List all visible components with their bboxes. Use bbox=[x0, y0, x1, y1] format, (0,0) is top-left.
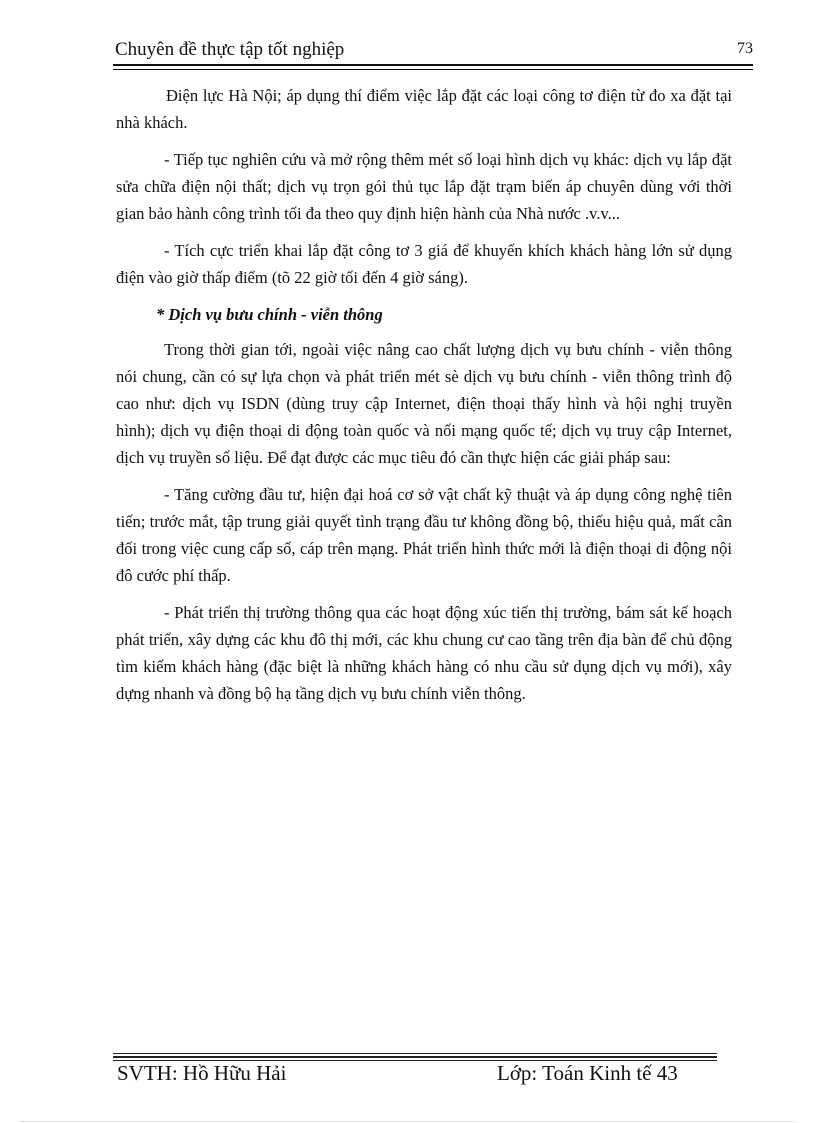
paragraph: - Tăng cường đầu tư, hiện đại hoá cơ sở vật chất kỹ thuật và áp dụng công nghệ tiên tiến; trước mắt, tập trung giải quyết tình trạng đầu tư không đồng bộ, thiếu hiệu quả, mất cân đối trong việc cung cấp số, cáp trên mạng. Phát triển hình thức mới là điện thoại di động nội đô cước phí thấp. bbox=[116, 485, 732, 585]
footer-rule bbox=[113, 1056, 717, 1058]
paragraph: Điện lực Hà Nội; áp dụng thí điểm việc lắp đặt các loại công tơ điện từ đo xa đặt tại nhà khách. bbox=[116, 86, 732, 132]
paragraph: - Phát triển thị trường thông qua các hoạt động xúc tiến thị trường, bám sát kế hoạch phát triển, xây dựng các khu đô thị mới, các khu chung cư cao tầng trên địa bàn để chủ động tìm kiếm khách hàng (đặc biệt là những khách hàng có nhu cầu sử dụng dịch vụ mới), xây dựng nhanh và đồng bộ hạ tầng dịch vụ bưu chính viễn thông. bbox=[116, 603, 732, 703]
header-rule-thin bbox=[113, 69, 753, 70]
footer-rule bbox=[113, 1053, 717, 1054]
page-edge bbox=[20, 1121, 796, 1122]
header-rule-thick bbox=[113, 64, 753, 66]
page-header bbox=[113, 37, 753, 67]
page-number: 73 bbox=[737, 40, 753, 57]
header-title: Chuyên đề thực tập tốt nghiệp bbox=[115, 39, 345, 60]
paragraph: Trong thời gian tới, ngoài việc nâng cao chất lượng dịch vụ bưu chính - viễn thông nói chung, cần có sự lựa chọn và phát triển mét sè dịch vụ bưu chính - viễn thông trình độ cao như: dịch vụ ISDN (dùng truy cập Internet, điện thoại thấy hình và hội nghị truyền hình); dịch vụ điện thoại di động toàn quốc và nối mạng quốc tế; dịch vụ truy cập Internet, dịch vụ truyền số liệu. Để đạt được các mục tiêu đó cần thực hiện các giải pháp sau: bbox=[116, 340, 732, 467]
section-heading: * Dịch vụ bưu chính - viễn thông bbox=[156, 305, 383, 324]
document-body bbox=[116, 82, 732, 717]
paragraph: - Tiếp tục nghiên cứu và mở rộng thêm mét số loại hình dịch vụ khác: dịch vụ lắp đặt sửa chữa điện nội thất; dịch vụ trọn gói thủ tục lắp đặt trạm biến áp chuyên dùng với thời gian bảo hành công trình tối đa theo quy định hiện hành của Nhà nước .v.v... bbox=[116, 150, 732, 223]
footer-student-name: SVTH: Hồ Hữu Hải bbox=[117, 1061, 287, 1085]
footer-class-name: Lớp: Toán Kinh tế 43 bbox=[497, 1061, 678, 1085]
paragraph: - Tích cực triển khai lắp đặt công tơ 3 giá để khuyến khích khách hàng lớn sử dụng điện vào giờ thấp điểm (tõ 22 giờ tối đến 4 giờ sáng). bbox=[116, 241, 732, 287]
